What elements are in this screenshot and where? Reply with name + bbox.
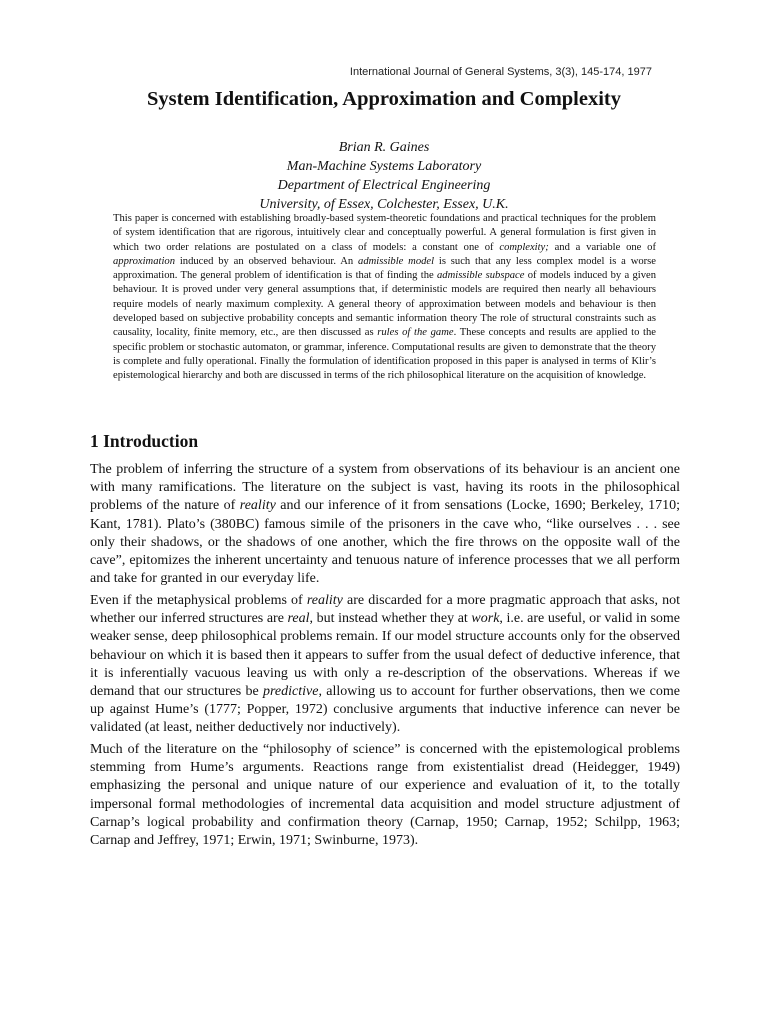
paragraph-text: The problem of inferring the structure of a system from observations of its behaviour is an ancient one with many ramifications. The literature on the subject is vast, having its roots in the philosophical problems of the nature of [90, 462, 680, 514]
author-block [0, 138, 768, 214]
abstract-emphasis: approximation [113, 255, 175, 267]
paragraph-text: , i.e. are useful, or valid in some weaker sense, deep philosophical problems remain. If our model structure accounts only for the observed behaviour on which it is based then it appears to suffer from the usual defect of deductive inference, that it is inferentially vacuous leaving us with only a re-description of the observations. Whereas if we demand that our structures be [90, 611, 680, 700]
abstract-text: This paper is concerned with establishing broadly-based system-theoretic foundations and practical techniques for the problem of system identification that are rigorous, intuitively clear and conceptually powerful. A general formulation is first given in which two order relations are postulated on a class of models: a constant one of [113, 213, 656, 253]
paragraph-emphasis: real [287, 611, 310, 627]
abstract-text: of models induced by a given behaviour. It is proved under very general assumptions that, if deterministic models are required then nearly all behaviours require models of nearly maximum complexity. A general theory of approximation between models and behaviour is then developed based on subjective probability concepts and semantic information theory The role of structural constraints such as causality, locality, finite memory, etc., are then discussed as [113, 270, 656, 339]
author-name: Brian R. Gaines [338, 140, 430, 155]
body-paragraph [90, 741, 680, 850]
abstract-emphasis: admissible model [358, 255, 435, 267]
author-university: University, of Essex, Colchester, Essex, U.K. [259, 197, 509, 212]
body-paragraph [90, 592, 680, 738]
paragraph-emphasis: work [471, 611, 500, 627]
paragraph-text: and our inference of it from sensations (Locke, 1690; Berkeley, 1710; Kant, 1781). Plato’s (380BC) famous simile of the prisoners in the cave who, “like ourselves . . . see only their shadows, or the shadows of one another, which the fire throws on the opposite wall of the cave”, epitomizes the inherent uncertainty and tenuous nature of inference processes that we all perform and take for granted in our everyday life. [90, 498, 680, 587]
paragraph-text: Much of the literature on the “philosophy of science” is concerned with the epistemological problems stemming from Hume’s arguments. Reactions range from existentialist dread (Heidegger, 1949) emphasizing the personal and unique nature of our experience and evaluation of it, to the totally impersonal formal methodologies of incremental data acquisition and model structure adjustment of Carnap’s logical probability and confirmation theory (Carnap, 1950; Carnap, 1952; Schilpp, 1963; Carnap and Jeffrey, 1971; Erwin, 1971; Swinburne, 1973). [90, 742, 680, 849]
paragraph-text: , but instead whether they at [309, 611, 472, 627]
author-department: Department of Electrical Engineering [277, 178, 491, 193]
abstract-emphasis: complexity; [499, 241, 549, 253]
paragraph-emphasis: reality [306, 593, 343, 608]
body-paragraph [90, 461, 680, 588]
paper-title: System Identification, Approximation and Complexity [146, 88, 621, 110]
section-heading: 1 Introduction [90, 431, 199, 451]
paragraph-emphasis: reality [239, 498, 276, 514]
abstract-text: induced by an observed behaviour. An [175, 255, 359, 267]
paragraph-text: , allowing us to account for further observations, then we come up against Hume’s (1777; Popper, 1972) conclusive arguments that inductive inference can never be validated (at least, neither deductively nor inductively). [90, 684, 680, 736]
paragraph-emphasis: predictive [263, 684, 319, 700]
abstract [113, 212, 656, 384]
abstract-emphasis: admissible subspace [437, 270, 525, 282]
paragraph-text: Even if the metaphysical problems of [90, 593, 307, 608]
author-lab: Man-Machine Systems Laboratory [286, 159, 482, 174]
abstract-text: and a variable one of [548, 241, 656, 253]
paragraph-text: are discarded for a more pragmatic approach that asks, not whether our inferred structures are [90, 593, 680, 627]
abstract-text: . These concepts and results are applied to the specific problem or stochastic automaton, or grammar, inference. Computational results are given to demonstrate that the theory is complete and fully operational. Finally the formulation of identification proposed in this paper is analysed in terms of Klir’s epistemological hierarchy and both are discussed in terms of the rich philosophical literature on the acquisition of knowledge. [113, 327, 656, 382]
abstract-text: is such that any less complex model is a worse approximation. The general problem of identification is that of finding the [113, 255, 656, 282]
journal-reference: International Journal of General Systems, 3(3), 145-174, 1977 [349, 66, 652, 78]
abstract-emphasis: rules of the game [377, 327, 454, 339]
